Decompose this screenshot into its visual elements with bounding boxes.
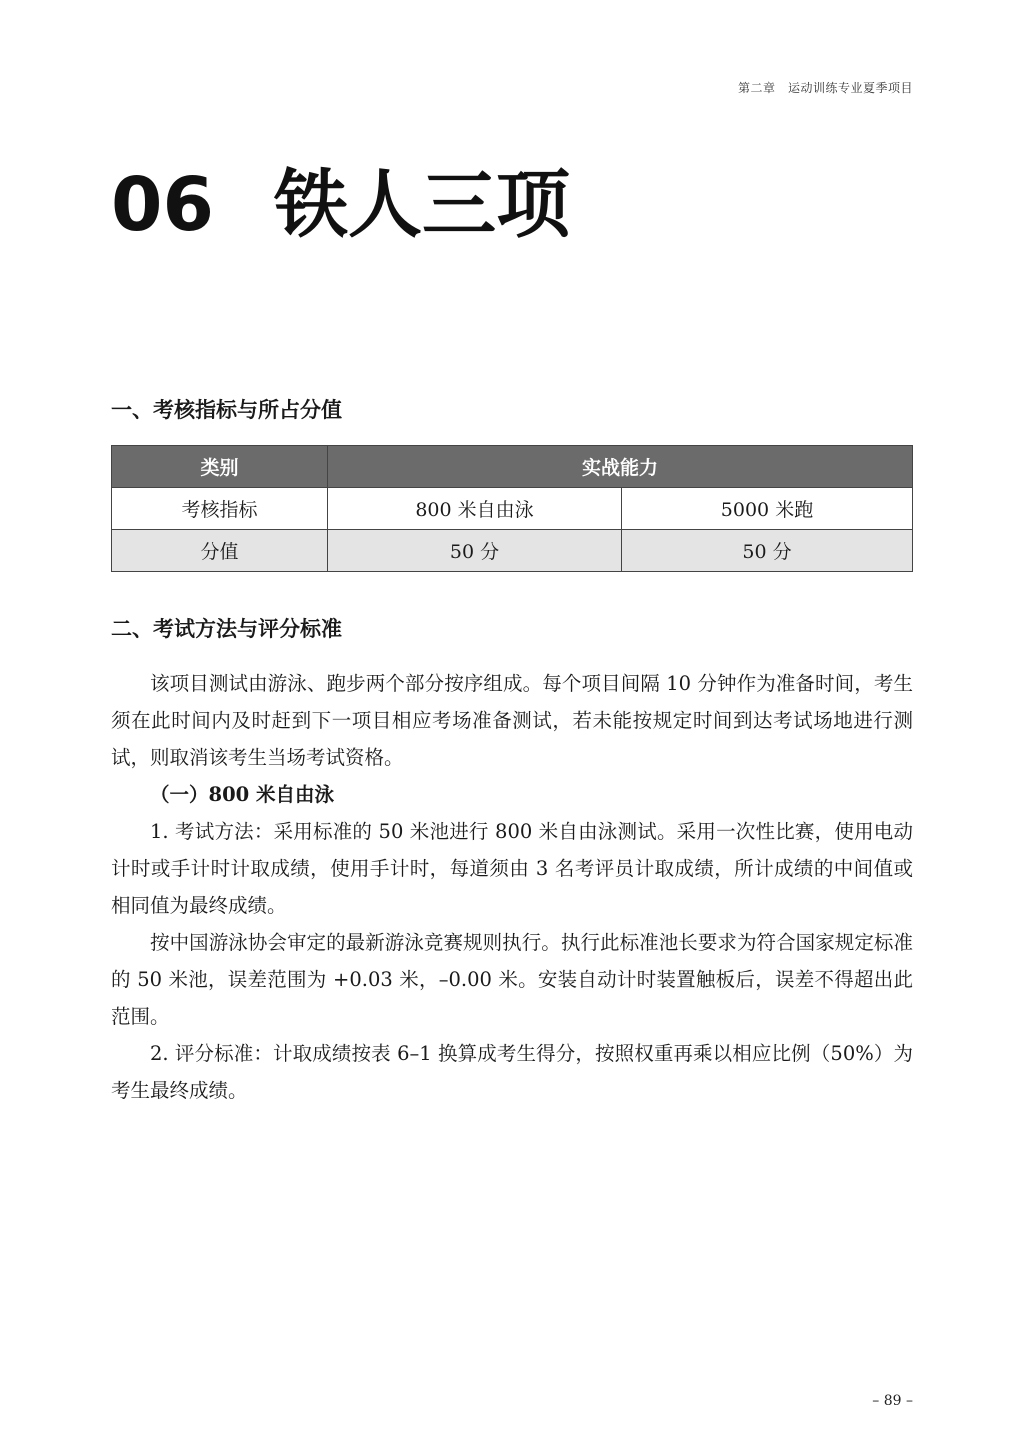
table-header-row <box>112 446 913 488</box>
paragraph-rules: 按中国游泳协会审定的最新游泳竞赛规则执行。执行此标准池长要求为符合国家规定标准的 50 米池，误差范围为 +0.03 米，–0.00 米。安装自动计时装置触板后，误差不得超出此范围。 <box>111 931 913 1028</box>
chapter-name: 铁人三项 <box>274 162 570 248</box>
body-text <box>111 665 913 1109</box>
table-cell: 5000 米跑 <box>622 488 913 530</box>
table-cell: 类别 <box>112 446 328 488</box>
running-header: 第二章 运动训练专业夏季项目 <box>737 81 913 95</box>
table-row <box>112 530 913 572</box>
table-cell: 考核指标 <box>112 488 328 530</box>
table-cell: 800 米自由泳 <box>328 488 622 530</box>
table-cell: 分值 <box>112 530 328 572</box>
table-cell: 50 分 <box>622 530 913 572</box>
paragraph-method: 1. 考试方法：采用标准的 50 米池进行 800 米自由泳测试。采用一次性比赛，使用电动计时或手计时计取成绩，使用手计时，每道须由 3 名考评员计取成绩，所计成绩的中间值或相同值为最终成绩。 <box>111 820 913 917</box>
table-cell: 50 分 <box>328 530 622 572</box>
table-row <box>112 488 913 530</box>
chapter-number: 06 <box>111 162 214 248</box>
chapter-title <box>111 160 570 250</box>
page-number: – 89 – <box>872 1393 913 1409</box>
subheading-swim: （一）800 米自由泳 <box>150 783 334 806</box>
score-table <box>111 445 913 572</box>
paragraph-intro: 该项目测试由游泳、跑步两个部分按序组成。每个项目间隔 10 分钟作为准备时间，考生须在此时间内及时赶到下一项目相应考场准备测试，若未能按规定时间到达考试场地进行测试，则取消该考生当场考试资格。 <box>111 672 913 769</box>
paragraph-scoring: 2. 评分标准：计取成绩按表 6–1 换算成考生得分，按照权重再乘以相应比例（50%）为考生最终成绩。 <box>111 1042 913 1102</box>
section-heading-method: 二、考试方法与评分标准 <box>111 616 342 641</box>
table-cell: 实战能力 <box>328 446 913 488</box>
section-heading-assessment: 一、考核指标与所占分值 <box>111 397 342 422</box>
